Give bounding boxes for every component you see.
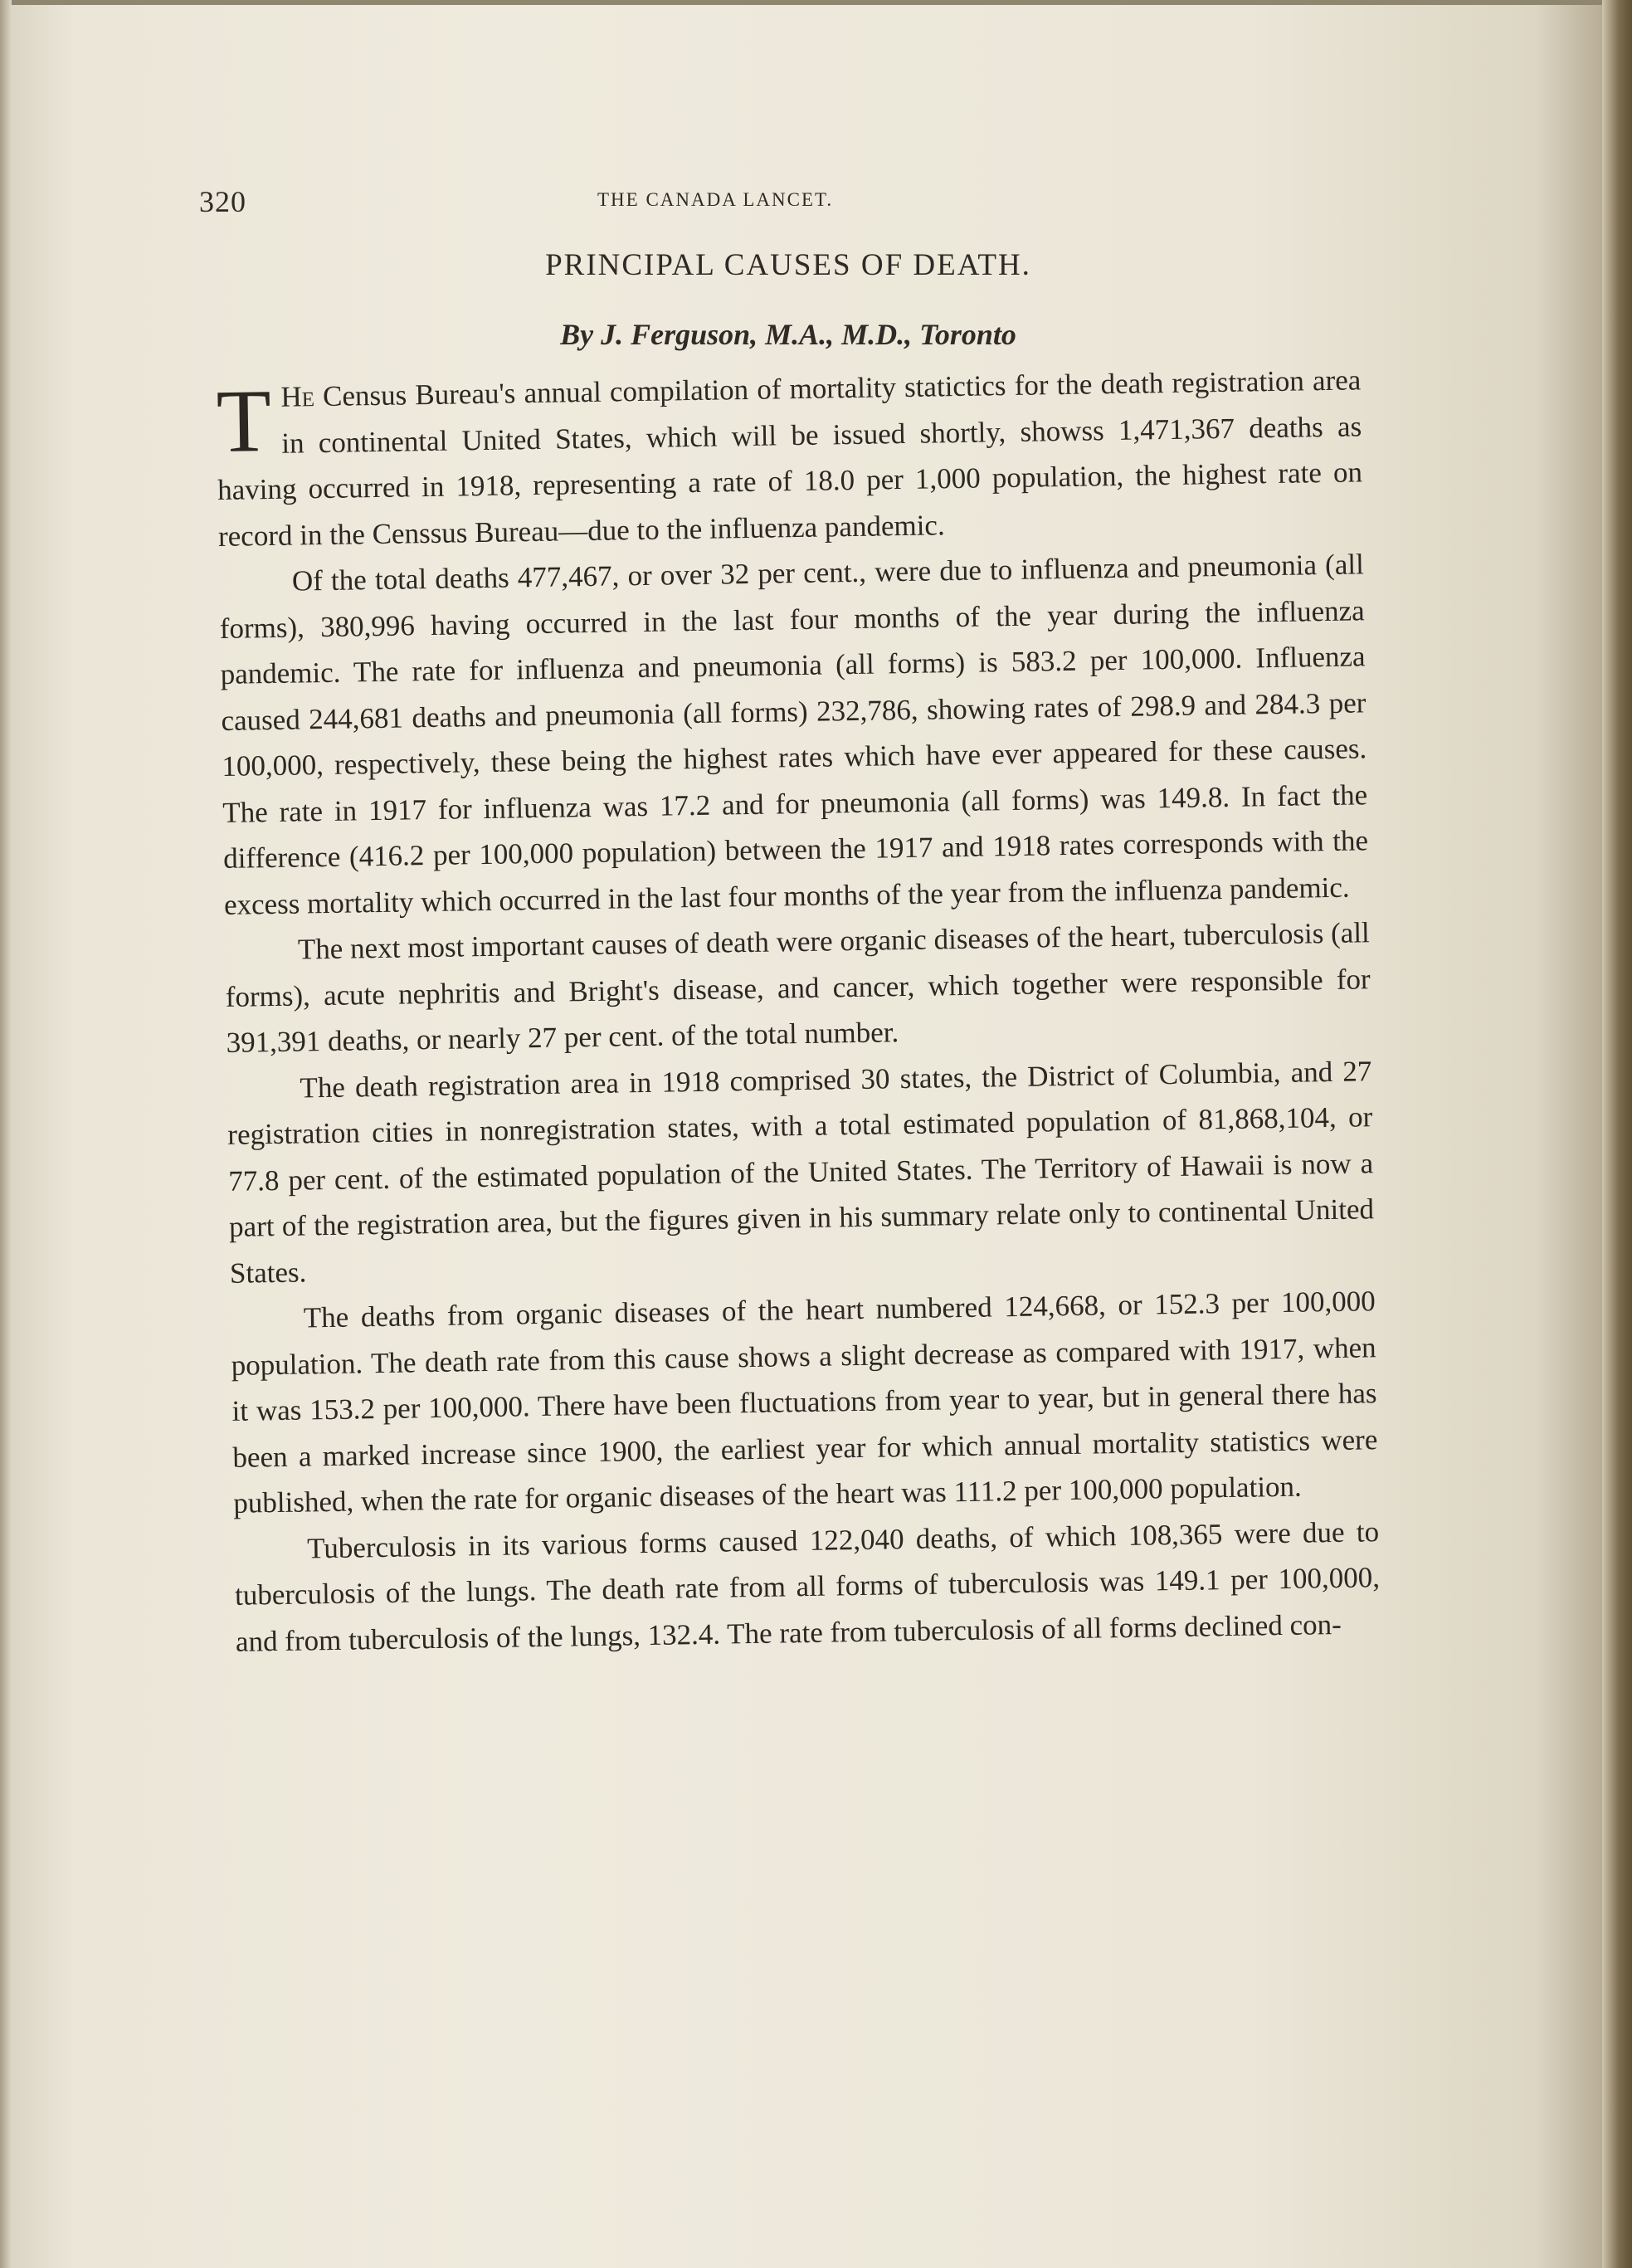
article-title: PRINCIPAL CAUSES OF DEATH. [545, 248, 1031, 282]
page-gutter-shadow [0, 0, 12, 2268]
lead-in: He [280, 380, 315, 413]
article-body [216, 357, 1381, 1664]
paragraph-5: The deaths from organic diseases of the heart numbered 124,668, or 152.3 per 100,000 population. The death rate from this cause shows a slight decrease as compared with 1917, when it was 153.2 per 100,000. There have been fluctuations from year to year, but in general there has been a marked increase since 1900, the earliest year for which annual mortality statistics were published, when the rate for organic diseases of the heart was 111.2 per 100,000 population. [231, 1285, 1378, 1519]
page-top-edge [0, 0, 1632, 5]
paragraph-1-text: Census Bureau's annual compilation of mortality statictics for the death registration area in continental United States, which will be issued shortly, showss 1,471,367 deaths as having occurred in 1918, representing a rate of 18.0 per 1,000 population, the highest rate on record in the Censsus Bureau—due to the influenza pandemic. [217, 363, 1363, 553]
paragraph-6: Tuberculosis in its various forms caused 122,040 deaths, of which 108,365 were due to tuberculosis of the lungs. The death rate from all forms of tuberculosis was 149.1 per 100,000, and from tuberculosis of the lungs, 132.4. The rate from tuberculosis of all forms declined con- [234, 1514, 1381, 1658]
page-right-edge [1602, 0, 1632, 2268]
paragraph-1 [216, 357, 1363, 559]
paragraph-2: Of the total deaths 477,467, or over 32 per cent., were due to influenza and pneumonia (all forms), 380,996 having occurred in the last four months of the year during the influenza pandemic. The rate for influenza and pneumonia (all forms) is 583.2 per 100,000. Influenza caused 244,681 deaths and pneumonia (all forms) 232,786, showing rates of 298.9 and 284.3 per 100,000, respectively, these being the highest rates which have ever appeared for these causes. The rate in 1917 for influenza was 17.2 and for pneumonia (all forms) was 149.8. In fact the difference (416.2 per 100,000 population) between the 1917 and 1918 rates corresponds with the excess mortality which occurred in the last four months of the year from the influenza pandemic. [219, 548, 1369, 921]
article-byline: By J. Ferguson, M.A., M.D., Toronto [560, 318, 1016, 351]
page-header [199, 184, 1294, 226]
paragraph-4: The death registration area in 1918 comprised 30 states, the District of Columbia, and 27 registration cities in nonregistration states, with a total estimated population of 81,868,104, or 77.8 per cent. of the estimated population of the United States. The Territory of Hawaii is now a part of the registration area, but the figures given in his summary relate only to continental United States. [227, 1054, 1375, 1290]
paragraph-3: The next most important causes of death were organic diseases of the heart, tuberculosis (all forms), acute nephritis and Bright's disease, and cancer, which together were responsible for 391,391 deaths, or nearly 27 per cent. of the total number. [225, 916, 1371, 1059]
page-number: 320 [199, 185, 246, 218]
running-head: THE CANADA LANCET. [597, 189, 834, 210]
drop-cap: T [215, 371, 272, 471]
